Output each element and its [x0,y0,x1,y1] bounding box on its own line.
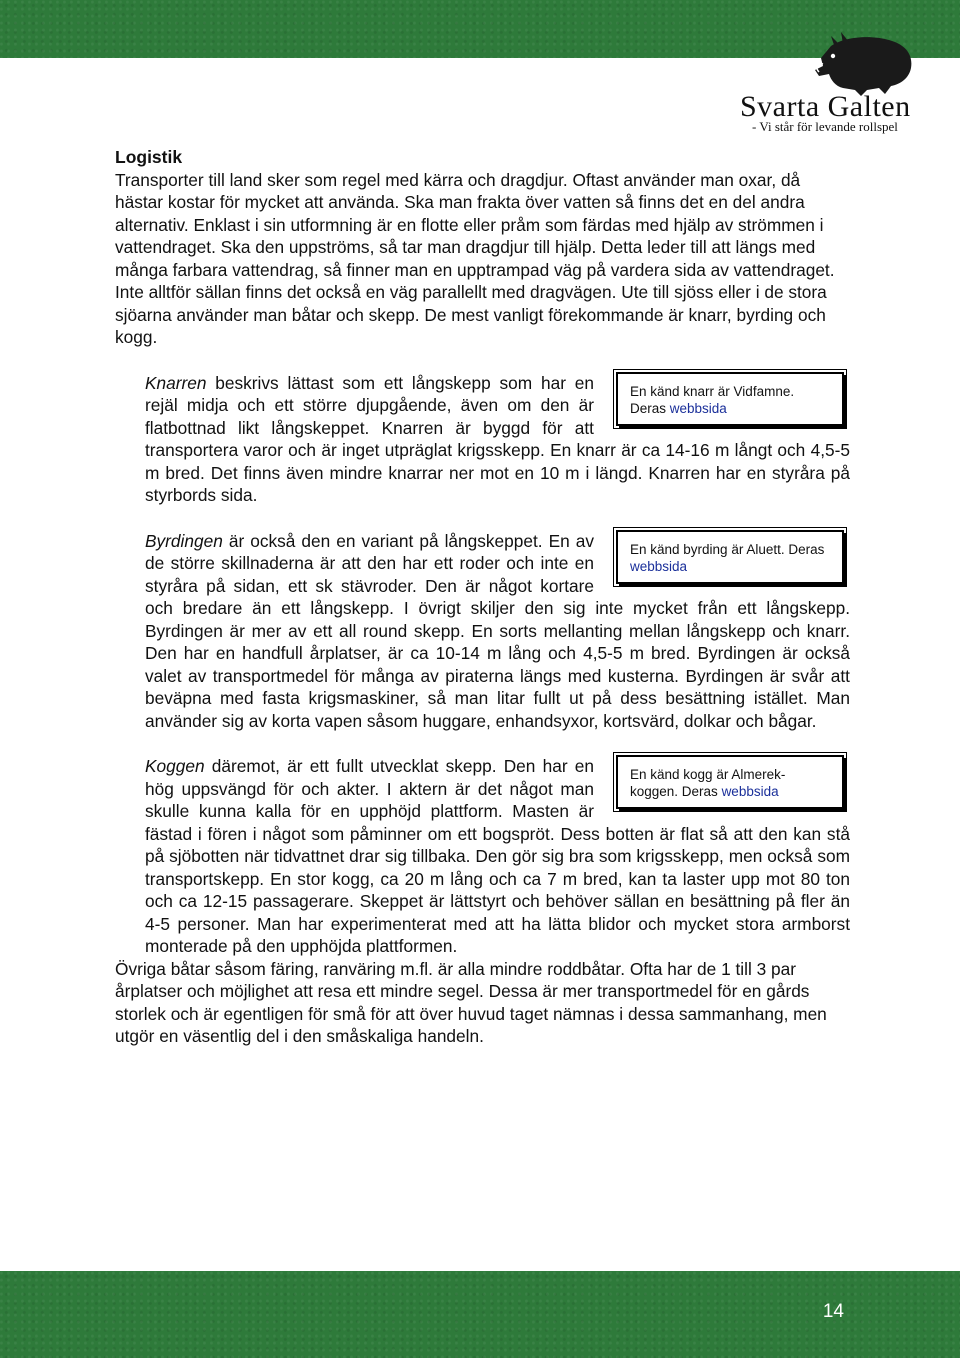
ship-name: Koggen [145,756,205,776]
page-content [115,146,850,1048]
website-link[interactable]: webbsida [721,784,779,799]
ship-section-knarr [145,372,850,507]
ship-description: beskrivs lättast som ett långskepp som har en rejäl midja och ett större djupgående, även om den är flatbottnad likt långskeppet. Knarren är byggd för att transportera varor och är inget utpräglat krigsskepp. En knarr är ca 14-16 m långt och 4,5-5 m bred. Det finns även mindre knarrar ner mot en 10 m i längd. Knarren har en styråra på styrbords sida. [145,372,850,505]
logo-name: Svarta Galten [740,90,911,123]
info-box-text: En känd byrding är Aluett. Deras [630,541,825,557]
info-box-text: En känd kogg är Almerek-koggen. Deras [630,767,786,799]
ship-name: Knarren [145,372,207,393]
ship-description: är också den en variant på långskeppet. En av de större skillnaderna är att den har ett roder och inte en styråra på sidan, ett sk stävroder. Den är något kortare och bredare än ett långskepp. I övrigt skiljer den sig inte mycket från ett långskepp. Byrdingen är mer av ett all round skepp. En sorts mellanting mellan långskepp och knarr. Den har en handfull årplatser, är ca 10-14 m lång och 4,5-5 m bred. Byrdingen är också valet av transportmedel för många av piraterna längs med kusterna. Byrdingen är svår att beväpna med fasta krigsmaskiner, så man litar fullt ut på dess besättning istället. Man använder sig av korta vapen såsom huggare, enhandsyxor, kortsvärd, dolkar och bågar. [145,530,850,731]
info-box-byrding [616,530,844,584]
info-box-text: En känd knarr är Vidfamne. Deras [630,383,795,416]
footer-band [0,1271,960,1358]
website-link[interactable]: webbsida [630,558,688,574]
section-title: Logistik [115,147,183,167]
ship-section-kogg [145,755,850,958]
ship-name: Byrdingen [145,530,223,551]
closing-paragraph: Övriga båtar såsom färing, ranväring m.fl. är alla mindre roddbåtar. Ofta har de 1 till 3 par årplatser och möjlighet att resa ett mindre segel. Dessa är mer transportmedel för en gårds storlek och är egentligen för små för att över huvud taget nämnas i dessa sammanhang, men utgör en väsentlig del i den småskaliga handeln. [115,958,827,1046]
info-box-kogg [616,755,844,809]
ship-description: däremot, är ett fullt utvecklat skepp. Den har en hög uppsvängd för och akter. I aktern är det något man skulle kunna kalla för en upphöjd plattform. Masten är fästad i fören i något som påminner om ett bogspröt. Dess botten är flat så att den kan stå på sjöbotten när tidvattnet drar sig tillbaka. Den gör sig bra som krigsskepp, men också som transportskepp. En stor kogg, ca 20 m lång och ca 7 m bred, kan ta laster upp mot 80 ton och ca 12-15 passagerare. Skeppet är lättstyrt och behöver sällan en besättning på fler än 4-5 personer. Man har experimenterat med att ha lätta blidor och mycket stora armborst monterade på den upphöjda plattformen. [145,756,850,956]
page-number: 14 [822,1301,844,1322]
logo-tagline: - Vi står för levande rollspel [752,119,898,134]
intro-paragraph: Transporter till land sker som regel med kärra och dragdjur. Oftast använder man oxar, då hästar kostar för mycket att använda. Ska man frakta över vatten så finns det en del andra alternativ. Enklast i sin utformning är en flotte eller pråm som färdas med hjälp av strömmen i vattendraget. Ska den uppströms, så tar man dragdjur till hjälp. Detta leder till att längs med många farbara vattendrag, så finner man en upptrampad väg på vardera sida av vattendraget. Inte alltför sällan finns det också en väg parallellt med dragvägen. Ute till sjöss eller i de stora sjöarna använder man båtar och skepp. De mest vanligt förekommande är knarr, byrding och kogg. [115,169,835,347]
info-box-knarr [616,372,844,426]
website-link[interactable]: webbsida [669,400,727,416]
ship-section-byrding [145,530,850,733]
